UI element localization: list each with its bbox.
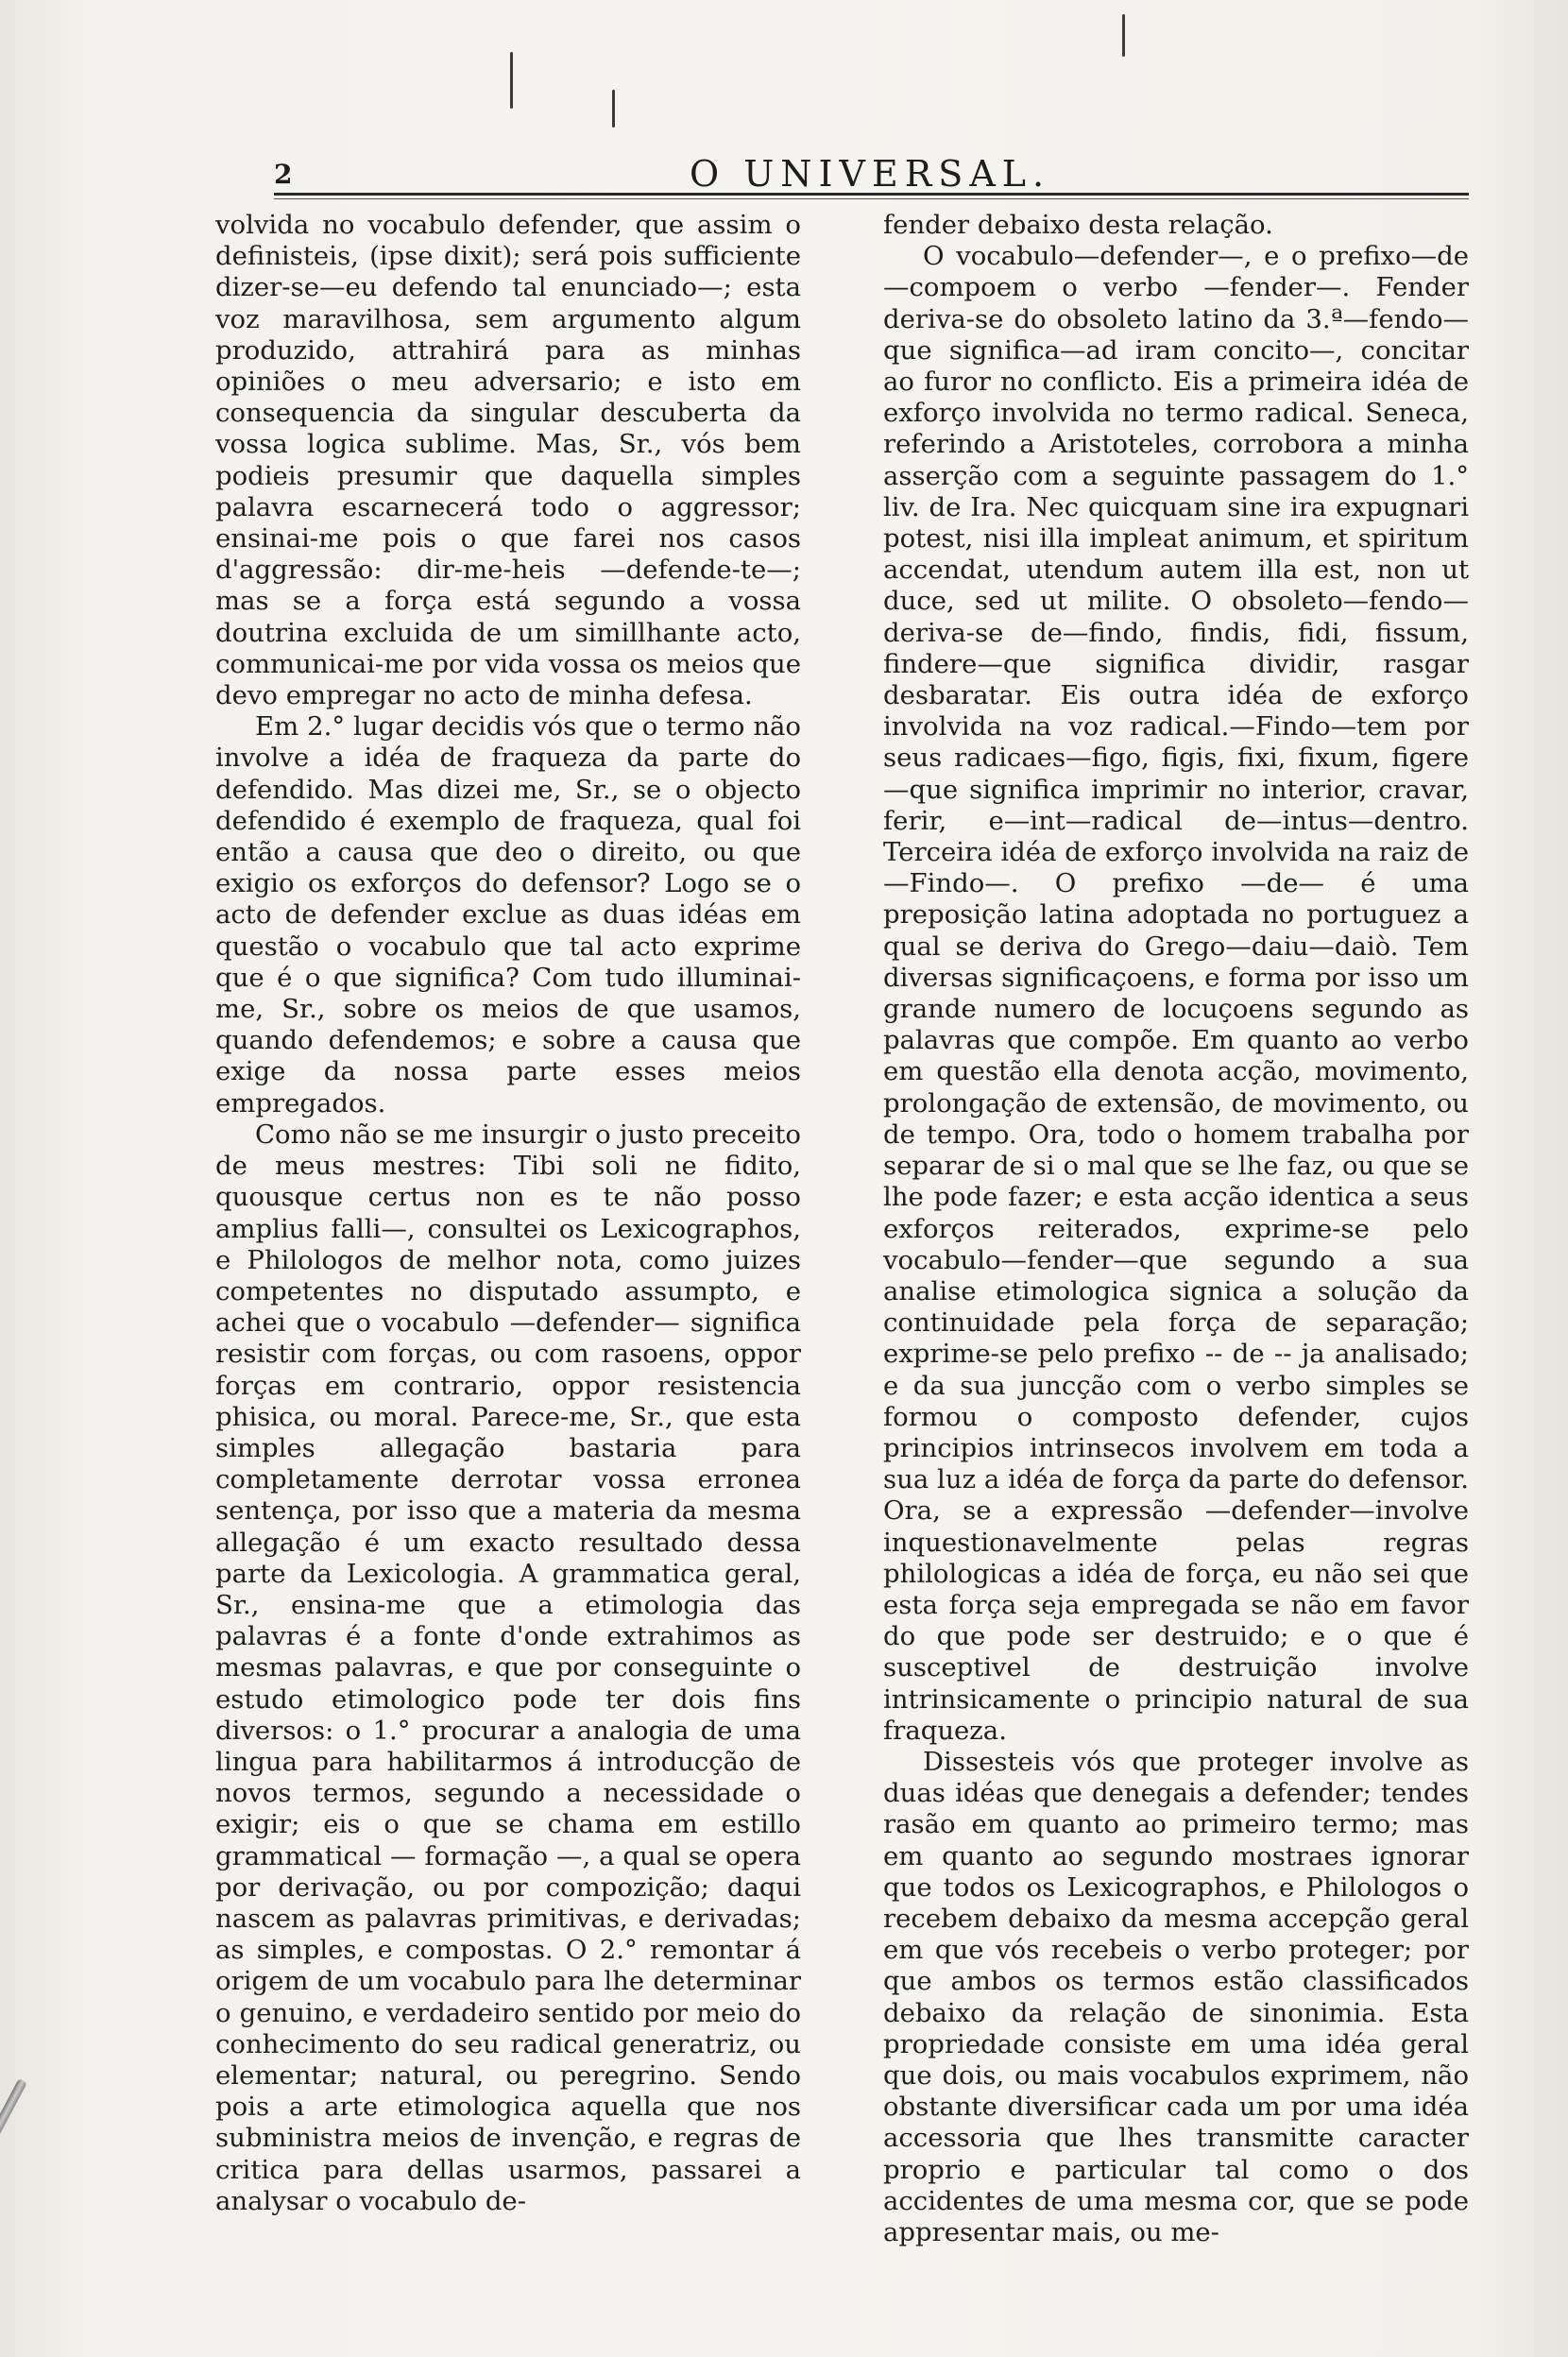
right-column	[883, 210, 1469, 2260]
left-paragraph-2: Em 2.° lugar decidis vós que o termo não involve a idéa de fraqueza da parte do defendido. Mas dizei me, Sr., se o objecto defendido é exemplo de fraqueza, qual foi então a causa que deo o direito, ou que exigio os exforços do defensor? Logo se o acto de defender exclue as duas idéas em questão o vocabulo que tal acto exprime que é o que significa? Com tudo illuminai-me, Sr., sobre os meios de que usamos, quando defendemos; e sobre a causa que exige da nossa parte esses meios empregados.	[215, 711, 801, 1119]
pen-artifact	[0, 2078, 27, 2349]
left-column	[215, 210, 801, 2260]
scan-artifact	[510, 52, 513, 109]
page-number: 2	[274, 159, 293, 190]
header-rule-thin	[274, 198, 1469, 199]
masthead-title: O UNIVERSAL.	[690, 153, 1051, 195]
header-rule	[274, 193, 1469, 196]
right-paragraph-2: O vocabulo—defender—, e o prefixo—de—compoem o verbo —fender—. Fender deriva-se do obsoleto latino da 3.ª—fendo—que significa—ad iram concito—, concitar ao furor no conflicto. Eis a primeira idéa de exforço involvida no termo radical. Seneca, referindo a Aristoteles, corrobora a minha asserção com a seguinte passagem do 1.° liv. de Ira. Nec quicquam sine ira expugnari potest, nisi illa impleat animum, et spiritum accendat, utendum autem illa est, non ut duce, sed ut milite. O obsoleto—fendo—deriva-se de—findo, findis, fidi, fissum, findere—que significa dividir, rasgar desbaratar. Eis outra idéa de exforço involvida na voz radical.—Findo—tem por seus radicaes—figo, figis, fixi, fixum, figere—que significa imprimir no interior, cravar, ferir, e—int—radical de—intus—dentro. Terceira idéa de exforço involvida na raiz de—Findo—. O prefixo —de— é uma preposição latina adoptada no portuguez a qual se deriva do Grego—daiu—daiò. Tem diversas significaçoens, e forma por isso um grande numero de locuçoens segundo as palavras que compõe. Em quanto ao verbo em questão ella denota acção, movimento, prolongação de extensão, de movimento, ou de tempo. Ora, todo o homem trabalha por separar de si o mal que se lhe faz, ou que se lhe pode fazer; e esta acção identica a seus exforços reiterados, exprime-se pelo vocabulo—fender—que segundo a sua analise etimologica signica a solução da continuidade pela força de separação; exprime-se pelo prefixo -- de -- ja analisado; e da sua juncção com o verbo simples se formou o composto defender, cujos principios intrinsecos involvem em toda a sua luz a idéa de força da parte do defensor. Ora, se a expressão —defender—involve inquestionavelmente pelas regras philologicas a idéa de força, eu não sei que esta força seja empregada se não em favor do que pode ser destruido; e o que é susceptivel de destruição involve intrinsicamente o principio natural de sua fraqueza.	[883, 241, 1469, 1746]
left-paragraph-1: volvida no vocabulo defender, que assim o definisteis, (ipse dixit); será pois sufficiente dizer-se—eu defendo tal enunciado—; esta voz maravilhosa, sem argumento algum produzido, attrahirá para as minhas opiniões o meu adversario; e isto em consequencia da singular descuberta da vossa logica sublime. Mas, Sr., vós bem podieis presumir que daquella simples palavra escarnecerá todo o aggressor; ensinai-me pois o que farei nos casos d'aggressão: dir-me-heis —defende-te—; mas se a força está segundo a vossa doutrina excluida de um simillhante acto, communicai-me por vida vossa os meios que devo empregar no acto de minha defesa.	[215, 210, 801, 711]
scan-artifact	[612, 90, 615, 128]
right-paragraph-1: fender debaixo desta relação.	[883, 210, 1273, 240]
left-paragraph-3: Como não se me insurgir o justo preceito de meus mestres: Tibi soli ne fidito, quousque certus non es te não posso amplius falli—, consultei os Lexicographos, e Philologos de melhor nota, como juizes competentes no disputado assumpto, e achei que o vocabulo —defender— significa resistir com forças, ou com rasoens, oppor forças em contrario, oppor resistencia phisica, ou moral. Parece-me, Sr., que esta simples allegação bastaria para completamente derrotar vossa erronea sentença, por isso que a materia da mesma allegação é um exacto resultado dessa parte da Lexicologia. A grammatica geral, Sr., ensina-me que a etimologia das palavras é a fonte d'onde extrahimos as mesmas palavras, e que por conseguinte o estudo etimologico pode ter dois fins diversos: o 1.° procurar a analogia de uma lingua para habilitarmos á introducção de novos termos, segundo a necessidade o exigir; eis o que se chama em estillo grammatical — formação —, a qual se opera por derivação, ou por compozição; daqui nascem as palavras primitivas, e derivadas; as simples, e compostas. O 2.° remontar á origem de um vocabulo para lhe determinar o genuino, e verdadeiro sentido por meio do conhecimento do seu radical generatriz, ou elementar; natural, ou peregrino. Sendo pois a arte etimologica aquella que nos subministra meios de invenção, e regras de critica para dellas usarmos, passarei a analysar o vocabulo de-	[215, 1119, 801, 2216]
page-header	[274, 142, 1474, 198]
scan-artifact	[1122, 14, 1125, 57]
right-paragraph-3: Dissesteis vós que proteger involve as duas idéas que denegais a defender; tendes rasão em quanto ao primeiro termo; mas em quanto ao segundo mostraes ignorar que todos os Lexicographos, e Philologos o recebem debaixo da mesma accepção geral em que vós recebeis o verbo proteger; por que ambos os termos estão classificados debaixo da relação de sinonimia. Esta propriedade consiste em uma idéa geral que dois, ou mais vocabulos exprimem, não obstante diversificar cada um por uma idéa accessoria que lhes transmitte caracter proprio e particular tal como o dos accidentes de uma mesma cor, que se pode appresentar mais, ou me-	[883, 1746, 1469, 2247]
